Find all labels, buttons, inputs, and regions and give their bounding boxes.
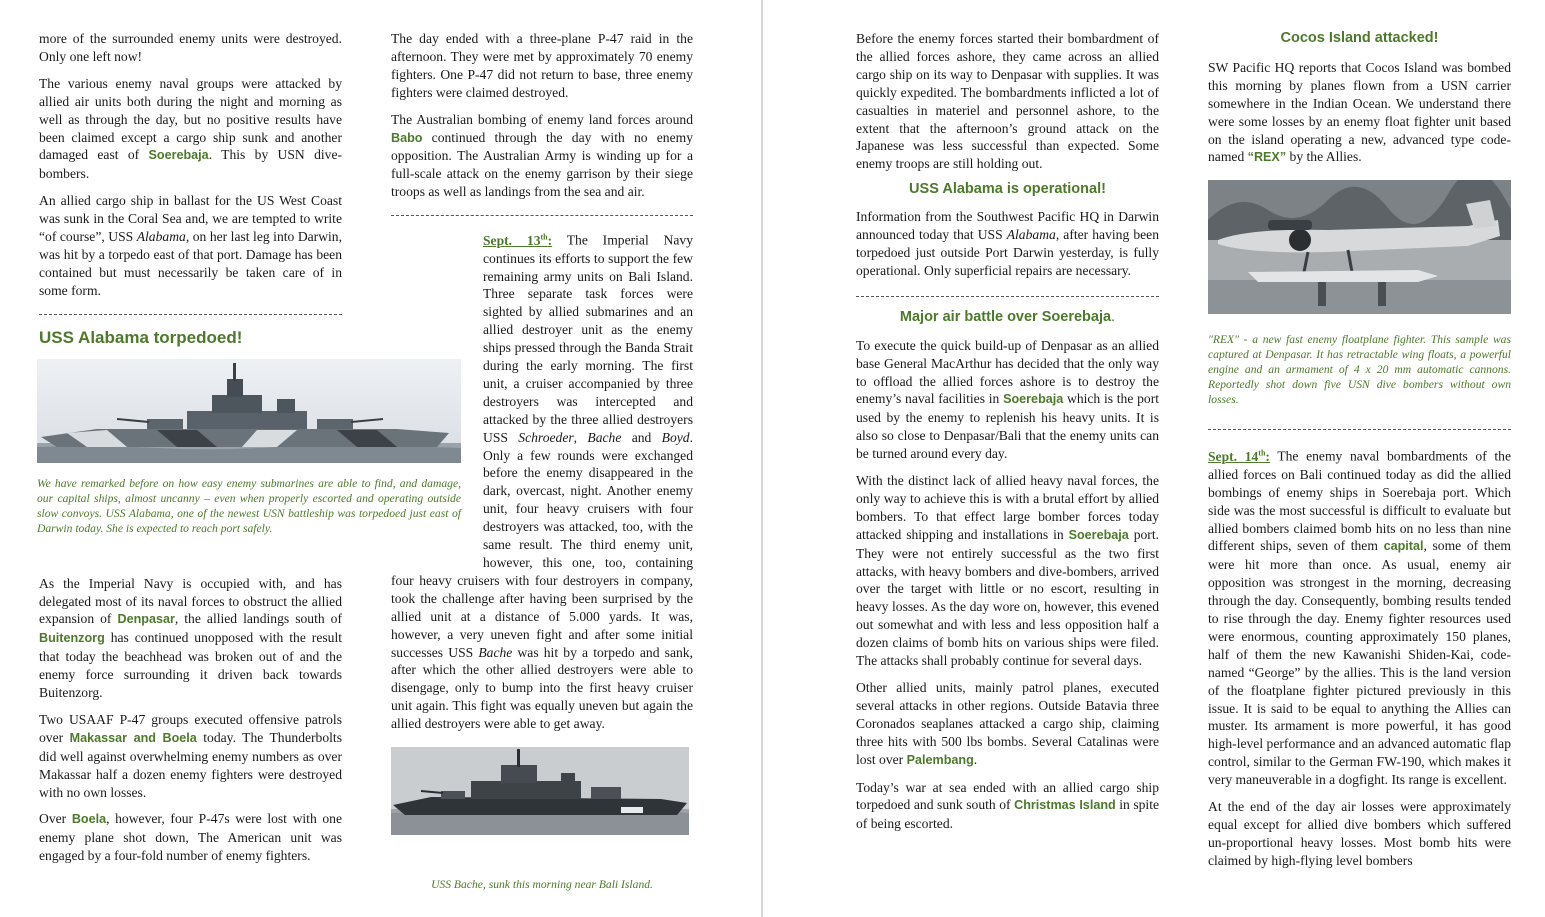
date-label: Sept. 13th:	[483, 232, 553, 248]
section-heading: USS Alabama is operational!	[909, 181, 1106, 198]
paragraph: Other allied units, mainly patrol planes, executed several attacks in other regions. Outside Batavia three Coronados seaplanes attacked a cargo ship, claiming three hits with 500 lbs bombs. Several Catalinas were lost over Palembang.	[856, 680, 1159, 767]
column-2	[391, 30, 693, 901]
paragraph: Today’s war at sea ended with an allied cargo ship torpedoed and sunk south of Christmas Island in spite of being escorted.	[856, 779, 1160, 832]
date-label: Sept. 14th:	[1208, 448, 1270, 464]
paragraph: An allied cargo ship in ballast for the US West Coast was sunk in the Coral Sea and, we are tempted to write “of course”, USS Alabama, on her last leg into Darwin, was hit by a torpedo east of that port. Damage has been contained but must necessarily be taken care of in some form.	[39, 193, 342, 298]
column-3	[856, 30, 1159, 842]
section-divider	[1208, 429, 1511, 430]
section-divider	[856, 296, 1159, 297]
place-name: Makassar and Boela	[69, 730, 197, 745]
photo-caption: We have remarked before on how easy enemy submarines are able to find, and damage, our capital ships, almost uncanny – even when properly escorted and operating outside slow convoys. USS Alabama, one of the newest USN battleship was torpedoed just east of Darwin today. She is expected to reach port safely.	[37, 476, 461, 535]
paragraph: Two USAAF P-47 groups executed offensive patrols over Makassar and Boela today. The Thunderbolts did well against overwhelming enemy numbers as over Makassar half a dozen enemy fighters were destroyed with no own losses.	[39, 711, 342, 800]
paragraph: Information from the Southwest Pacific HQ in Darwin announced today that USS Alabama, after having been torpedoed just outside Port Darwin yesterday, is fully operational. Only superficial repairs are necessary.	[856, 209, 1159, 278]
ship-name: Schroeder	[518, 429, 574, 445]
place-name: Soerebaja	[148, 148, 209, 163]
highlight-word: capital	[1383, 539, 1424, 554]
destroyer-photo	[391, 747, 689, 835]
section-divider	[39, 314, 342, 315]
place-name: Christmas Island	[1014, 798, 1116, 813]
paragraph: Sept. 14th: The enemy naval bombardments of the allied forces on Bali continued today as did the allied bombings of enemy ships in Soerebaja port. Which side was the most successful is difficult to evaluate but allied bombers claimed bomb hits on no less than nine different ships, seven of them capital, some of them were hit more than once. As usual, enemy air opposition was strongest in the morning, decreasing through the day. Consequently, bombing results tended to rise through the day. Enemy fighter resources used were enormous, counting approximately 150 planes, half of them the new Kawanishi Shiden-Kai, code-named “George” by the allies. This is the land version of the floatplane fighter pictured previously in this issue. It is said to be equal to anything the Allies can muster. Its armament is more powerful, it has good high-level performance and an advanced automatic flap control, similar to the German FW-190, which makes it very maneuverable in a dogfight. Its range is excellent.	[1208, 448, 1511, 788]
column-4	[1208, 30, 1511, 879]
section-heading: USS Alabama torpedoed!	[39, 327, 243, 347]
place-name: Boela	[71, 812, 107, 827]
ship-name: Bache	[587, 429, 622, 445]
paragraph: Over Boela, however, four P-47s were lost with one enemy plane shot down, The American unit was engaged by a four-fold number of enemy fighters.	[39, 811, 343, 864]
code-name: “REX”	[1247, 150, 1287, 165]
floatplane-illustration	[1208, 180, 1511, 314]
paragraph: more of the surrounded enemy units were destroyed. Only one left now!	[39, 31, 342, 64]
paragraph: Sept. 13th: The Imperial Navy continues its efforts to support the few remaining army units on Bali Island. Three separate task forces were sighted by allied submarines and an allied destroyer unit as the enemy ships pressed through the Banda Strait during the early morning. The first unit, a cruiser accompanied by three destroyers was intercepted and attacked by the three allied destroyers USS Schroeder, Bache and Boyd. Only a few rounds were exchanged before the enemy disappeared in the dark, overcast, night. Another enemy unit, four heavy cruisers with four destroyers was attacked, too, with the same result. The third enemy unit, however, this one, too, containing four heavy cruisers with four destroyers in company, took the challenge after having been surprised by the allied unit at a distance of 5.000 yards. It was, however, a very uneven fight and after some initial successes USS Bache was hit by a torpedo and sank, after which the other allied destroyers were able to disengage, only to bump into the first heavy cruiser unit again. This fight was equally uneven but again the allied destroyers were able to get away.	[391, 232, 693, 732]
paragraph: SW Pacific HQ reports that Cocos Island was bombed this morning by planes flown from a USN carrier somewhere in the Indian Ocean. We understand there were some losses by an enemy float fighter unit based on the island operating a new, advanced type code-named “REX” by the Allies.	[1208, 59, 1511, 165]
place-name: Soerebaja	[1003, 392, 1064, 407]
floatplane-photo	[1208, 180, 1511, 314]
paragraph: The day ended with a three-plane P-47 raid in the afternoon. They were met by approximately 70 enemy fighters. One P-47 did not return to base, three enemy fighters were claimed destroyed.	[391, 31, 693, 100]
ship-name: Alabama	[1006, 227, 1056, 243]
paragraph: To execute the quick build-up of Denpasar as an allied base General MacArthur has decided that the only way to offload the allied forces ashore is to destroy the enemy’s naval facilities in Soerebaja which is the port used by the enemy to replenish his heavy units. It is also so close to Denpasar/Bali that the enemy units can be turned around every day.	[856, 337, 1159, 462]
page-divider	[761, 0, 763, 917]
destroyer-illustration	[391, 747, 689, 835]
place-name: Buitenzorg	[39, 631, 105, 646]
paragraph: Before the enemy forces started their bombardment of the allied forces ashore, they came across an allied cargo ship on its way to Denpasar with supplies. It was quickly expedited. The bombardments inflicted a lot of casualties in materiel and personnel ashore, to the extent that the afternoon’s ground attack on the Japanese was less successful than expected. Some enemy troops are still holding out.	[856, 31, 1159, 172]
ship-name: Alabama	[136, 229, 186, 245]
paragraph: With the distinct lack of allied heavy naval forces, the only way to achieve this is with a brutal effort by allied bombers. To that effect large bomber forces today attacked shipping and installations in Soerebaja port. They were not entirely successful as the two first attacks, with heavy bombers and dive-bombers, arrived over the target with little or no escort, resulting in heavy losses. As the day wore on, however, this evened out somewhat and with less and less opposition half a dozen claims of bomb hits on various ships were filed. The attacks shall probably continue for several days.	[856, 473, 1159, 669]
paragraph: As the Imperial Navy is occupied with, and has delegated most of its naval forces to obstruct the allied expansion of Denpasar, the allied landings south of Buitenzorg has continued unopposed with the result that today the beachhead was broken out of and the enemy force surrounding it driven back towards Buitenzorg.	[39, 575, 342, 701]
photo-caption: "REX" - a new fast enemy floatplane fighter. This sample was captured at Denpasar. It has retractable wing floats, a powerful engine and an armament of 4 x 20 mm automatic cannons. Reportedly shot down five USN dive bombers without own losses.	[1208, 333, 1511, 407]
ship-name: Boyd	[661, 429, 690, 445]
ship-name: Bache	[478, 644, 513, 660]
section-heading: Major air battle over Soerebaja.	[899, 308, 1116, 325]
place-name: Denpasar	[117, 612, 175, 627]
section-heading: Cocos Island attacked!	[1280, 30, 1439, 46]
paragraph: At the end of the day air losses were approximately equal except for allied dive bombers which suffered un-proportional heavy losses. Most bomb hits were claimed by high-flying level bombers	[1208, 799, 1511, 868]
paragraph: The Australian bombing of enemy land forces around Babo continued through the day with no enemy opposition. The Australian Army is winding up for a full-scale attack on the enemy garrison by their siege troops as well as landings from the sea and air.	[391, 111, 693, 200]
photo-inset-space	[391, 352, 477, 564]
paragraph: The various enemy naval groups were attacked by allied air units both during the night and morning as well as through the day, but no positive results have been claimed except a cargo ship sunk and another damaged east of Soerebaja. This by USN dive-bombers.	[39, 75, 342, 182]
photo-caption: USS Bache, sunk this morning near Bali Island.	[431, 878, 653, 892]
place-name: Soerebaja	[1068, 527, 1129, 542]
section-divider	[391, 215, 693, 216]
place-name: Palembang	[906, 752, 974, 767]
place-name: Babo	[391, 130, 423, 145]
